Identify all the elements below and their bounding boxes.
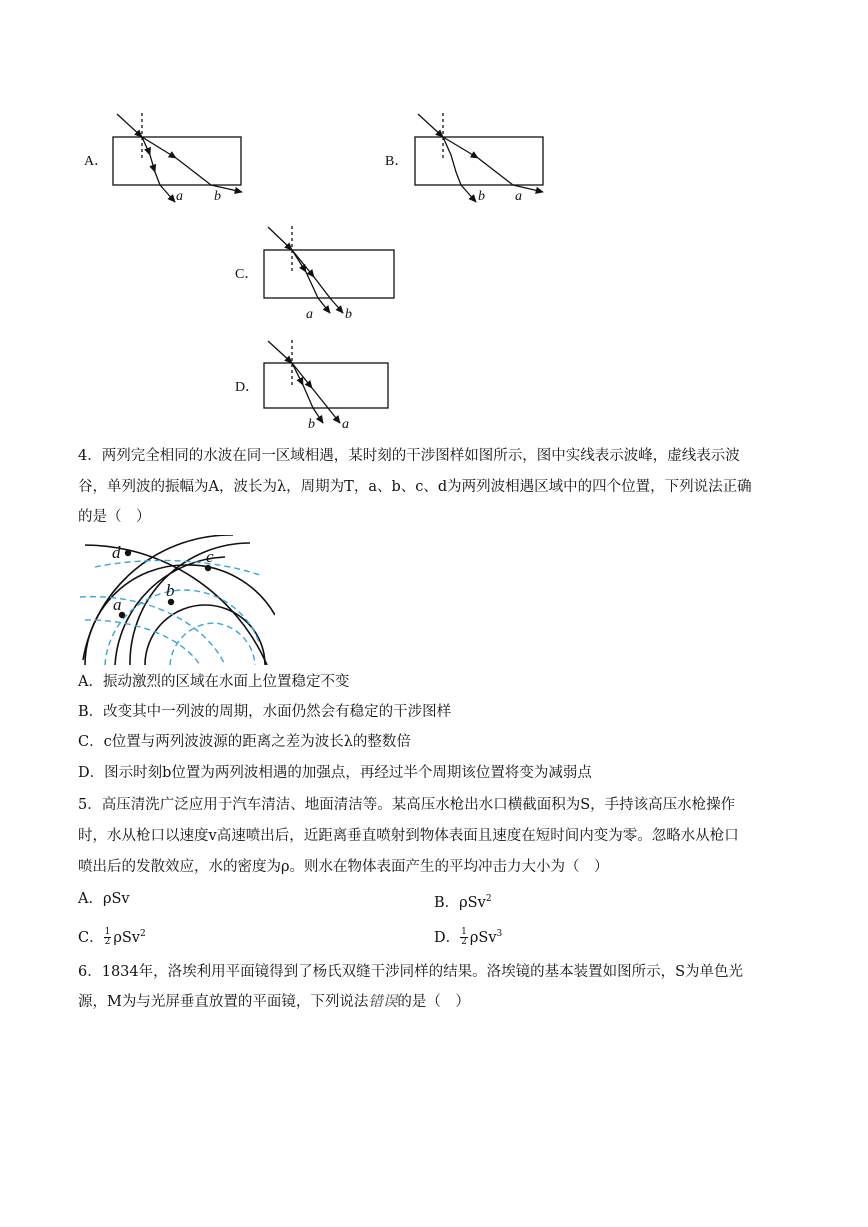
figure-d-ray2: a xyxy=(342,417,349,432)
q6-stem-line1: 6．1834年，洛埃利用平面镜得到了杨氏双缝干涉同样的结果。洛埃镜的基本装置如图所示，S为单色光 xyxy=(78,964,744,980)
q6-stem-line2: 源，M为与光屏垂直放置的平面镜，下列说法错误的是（ ） xyxy=(78,994,470,1010)
q5-option-b: B．ρSv$^2$ xyxy=(434,894,492,911)
figure-b-ray2: a xyxy=(515,189,522,204)
point-c-label: c xyxy=(206,547,214,566)
fraction-half: $\frac{1}{2}$ xyxy=(461,927,467,948)
q5-option-d: D． $\frac{1}{2}$ ρSv$^3$ xyxy=(434,927,503,948)
figure-b-label: B． xyxy=(385,154,409,169)
q4-stem-line1: 4．两列完全相同的水波在同一区域相遇，某时刻的干涉图样如图所示，图中实线表示波峰，虚线表示波 xyxy=(78,448,740,464)
figure-c-label: C． xyxy=(235,267,259,282)
point-a-label: a xyxy=(113,595,122,614)
fraction-half: $\frac{1}{2}$ xyxy=(104,927,111,948)
q5-option-c: C． $\frac{1}{2}$ ρSv$^2$ xyxy=(78,927,146,948)
q5-stem-line1: 5．高压清洗广泛应用于汽车清洁、地面清洁等。某高压水枪出水口横截面积为S，手持该高压水枪操作 xyxy=(78,797,736,813)
interference-diagram xyxy=(75,535,275,665)
figure-b-ray1: b xyxy=(478,189,485,204)
q5-stem-line3: 喷出后的发散效应，水的密度为ρ。则水在物体表面产生的平均冲击力大小为（ ） xyxy=(78,859,609,875)
figure-c-ray2: b xyxy=(345,307,352,322)
q5-stem-line2: 时，水从枪口以速度v高速喷出后，近距离垂直喷射到物体表面且速度在短时间内变为零。忽略水从枪口 xyxy=(78,828,739,844)
emphasis-wrong: 错误 xyxy=(368,994,398,1010)
figure-d-ray1: b xyxy=(308,417,315,432)
point-d-label: d xyxy=(112,543,121,562)
q4-option-c: C．c位置与两列波波源的距离之差为波长λ的整数倍 xyxy=(78,734,411,750)
q4-option-d: D．图示时刻b位置为两列波相遇的加强点，再经过半个周期该位置将变为减弱点 xyxy=(78,765,592,781)
q4-option-b: B．改变其中一列波的周期，水面仍然会有稳定的干涉图样 xyxy=(78,704,452,720)
figure-d-label: D． xyxy=(235,380,260,395)
q3-figures xyxy=(0,0,868,440)
q4-stem-line2: 谷，单列波的振幅为A，波长为λ，周期为T，a、b、c、d为两列波相遇区域中的四个位置，下列说法正确 xyxy=(78,479,752,495)
figure-c-ray1: a xyxy=(306,307,313,322)
figure-c xyxy=(264,226,394,313)
figure-a-ray1: a xyxy=(176,189,183,204)
point-d xyxy=(125,550,131,556)
figure-a-label: A． xyxy=(84,154,109,169)
figure-a-ray2: b xyxy=(214,189,221,204)
q4-option-a: A．振动激烈的区域在水面上位置稳定不变 xyxy=(78,674,350,690)
q5-option-a: A．ρSv xyxy=(78,891,130,907)
figure-d xyxy=(264,340,388,423)
point-b-label: b xyxy=(166,581,175,600)
q4-stem-line3: 的是（ ） xyxy=(78,509,151,525)
